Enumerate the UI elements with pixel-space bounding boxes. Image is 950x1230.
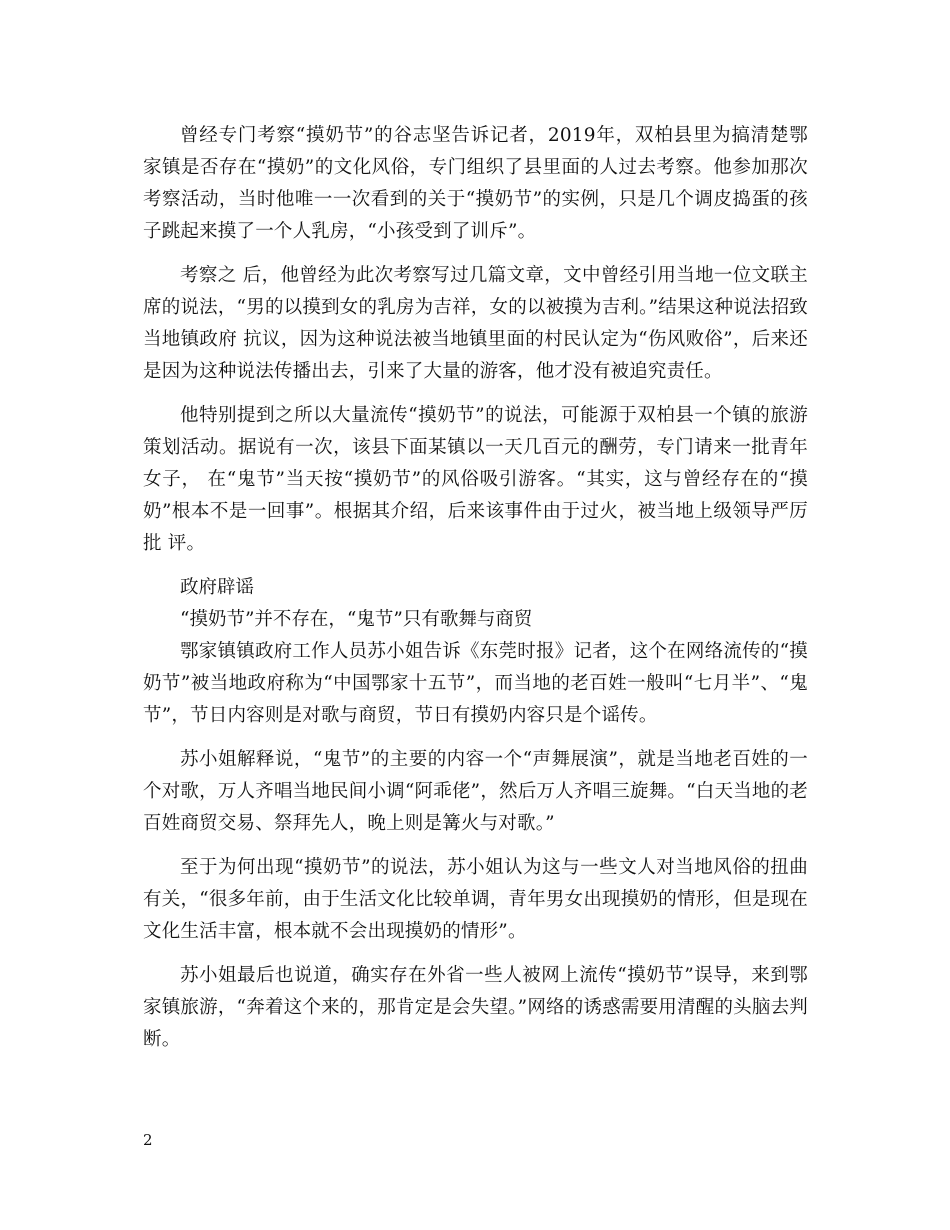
paragraph-3: 他特别提到之所以大量流传“摸奶节”的说法，可能源于双柏县一个镇的旅游策划活动。据说有一次，该县下面某镇以一天几百元的酬劳，专门请来一批青年女子， 在“鬼节”当天按“摸奶节”的风俗吸引游客。“其实，这与曾经存在的“摸奶”根本不是一回事”。根据其介绍，后来该事件由于过火，被当地上级领导严厉批 评。 (143, 405, 808, 554)
paragraph-5: 苏小姐解释说，“鬼节”的主要的内容一个“声舞展演”，就是当地老百姓的一个对歌，万人齐唱当地民间小调“阿乖佬”，然后万人齐唱三旋舞。“白天当地的老百姓商贸交易、祭拜先人，晚上则是篝火与对歌。” (143, 749, 808, 834)
paragraph-7: 苏小姐最后也说道，确实存在外省一些人被网上流传“摸奶节”误导，来到鄂家镇旅游，“奔着这个来的，那肯定是会失望。”网络的诱惑需要用清醒的头脑去判断。 (143, 965, 808, 1050)
paragraph-4: 鄂家镇镇政府工作人员苏小姐告诉《东莞时报》记者，这个在网络流传的“摸奶节”被当地政府称为“中国鄂家十五节”，而当地的老百姓一般叫“七月半”、“鬼节”，节日内容则是对歌与商贸，节日有摸奶内容只是个谣传。 (143, 641, 808, 726)
section-heading: 政府辟谣 (180, 577, 255, 598)
paragraph-2: 考察之 后，他曾经为此次考察写过几篇文章，文中曾经引用当地一位文联主席的说法，“男的以摸到女的乳房为吉祥，女的以被摸为吉利。”结果这种说法招致当地镇政府 抗议，因为这种说法被当地镇里面的村民认定为“伤风败俗”，后来还是因为这种说法传播出去，引来了大量的游客，他才没有被追究责任。 (143, 265, 808, 382)
article-body (143, 120, 808, 1068)
section-subheading: “摸奶节”并不存在，“鬼节”只有歌舞与商贸 (180, 609, 533, 630)
page-number: 2 (143, 1131, 153, 1149)
paragraph-1: 曾经专门考察“摸奶节”的谷志坚告诉记者，2019年，双柏县里为搞清楚鄂家镇是否存在“摸奶”的文化风俗，专门组织了县里面的人过去考察。他参加那次考察活动，当时他唯一一次看到的关于“摸奶节”的实例，只是几个调皮捣蛋的孩子跳起来摸了一个人乳房，“小孩受到了训斥”。 (143, 125, 808, 242)
paragraph-6: 至于为何出现“摸奶节”的说法，苏小姐认为这与一些文人对当地风俗的扭曲有关，“很多年前，由于生活文化比较单调，青年男女出现摸奶的情形，但是现在文化生活丰富，根本就不会出现摸奶的情形”。 (143, 857, 808, 942)
